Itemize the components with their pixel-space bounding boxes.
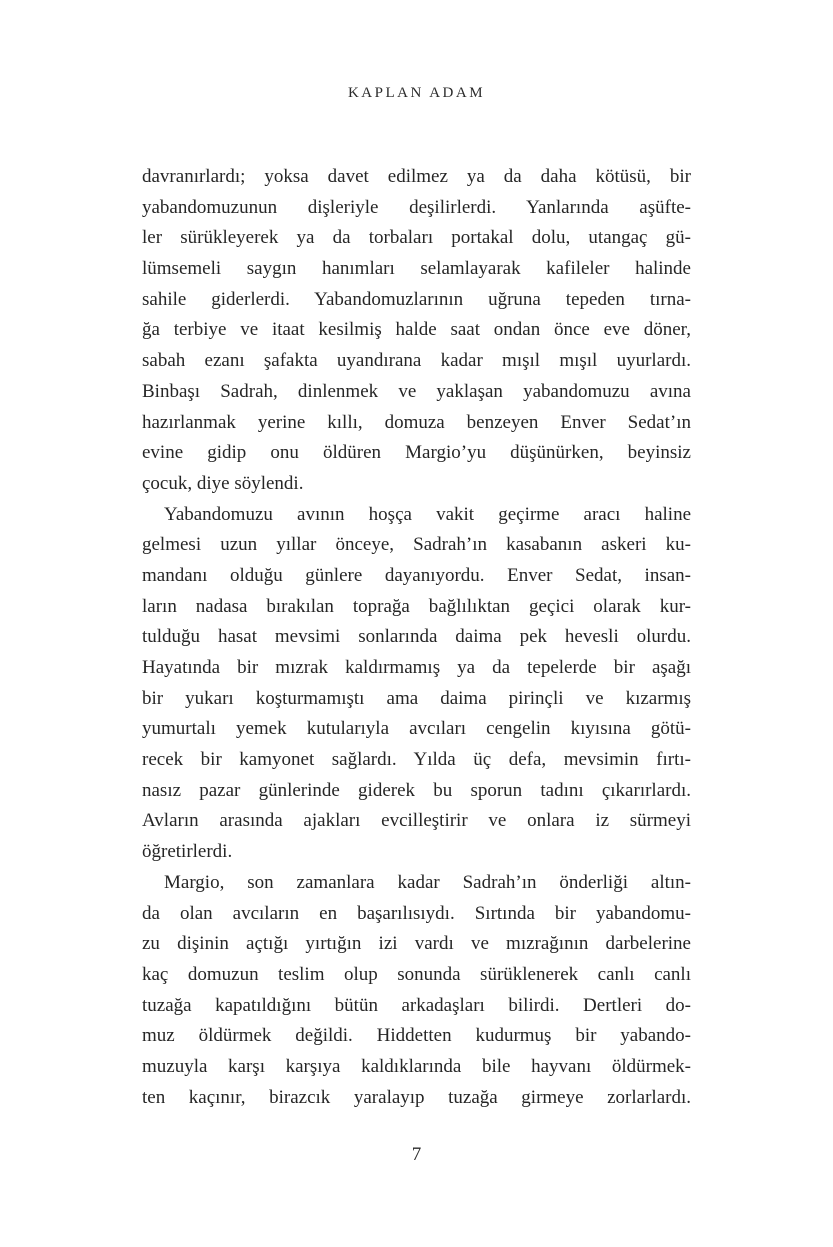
text-line: sahile giderlerdi. Yabandomuzlarının uğruna tepeden tırna- (142, 288, 691, 310)
text-line: Margio, son zamanlara kadar Sadrah’ın önderliği altın- (164, 871, 691, 893)
text-line: ler sürükleyerek ya da torbaları portakal dolu, utangaç gü- (142, 227, 691, 249)
text-line: recek bir kamyonet sağlardı. Yılda üç defa, mevsimin fırtı- (142, 749, 691, 771)
text-line: Hayatında bir mızrak kaldırmamış ya da tepelerde bir aşağı (142, 657, 691, 678)
text-line: Avların arasında ajakları evcilleştirir ve onlara iz sürmeyi (142, 810, 691, 832)
text-line: hazırlanmak yerine kıllı, domuza benzeyen Enver Sedat’ın (142, 411, 691, 433)
text-line: davranırlardı; yoksa davet edilmez ya da daha kötüsü, bir (142, 166, 691, 187)
text-line: zu dişinin açtığı yırtığın izi vardı ve mızrağının darbelerine (142, 933, 691, 955)
body-text (142, 162, 691, 1113)
text-line: muz öldürmek değildi. Hiddetten kudurmuş bir yabando- (142, 1025, 691, 1047)
text-line: da olan avcıların en başarılısıydı. Sırtında bir yabandomu- (142, 902, 691, 924)
text-line: nasız pazar günlerinde giderek bu sporun tadını çıkarırlardı. (142, 779, 691, 801)
text-line: mandanı olduğu günlere dayanıyordu. Enver Sedat, insan- (142, 564, 691, 586)
text-line: tulduğu hasat mevsimi sonlarında daima pek hevesli olurdu. (142, 626, 691, 648)
page-number: 7 (411, 1144, 422, 1165)
text-line: öğretirlerdi. (142, 841, 233, 863)
text-line: yumurtalı yemek kutularıyla avcıları cengelin kıyısına götü- (142, 718, 691, 740)
text-line: yabandomuzunun dişleriyle deşilirlerdi. Yanlarında aşüfte- (142, 196, 691, 218)
text-line: ların nadasa bırakılan toprağa bağlılıktan geçici olarak kur- (142, 595, 691, 617)
text-line: kaç domuzun teslim olup sonunda sürüklenerek canlı canlı (142, 963, 691, 985)
text-line: ten kaçınır, birazcık yaralayıp tuzağa girmeye zorlarlardı. (142, 1086, 691, 1108)
text-line: gelmesi uzun yıllar önceye, Sadrah’ın kasabanın askeri ku- (142, 534, 691, 556)
text-line: ğa terbiye ve itaat kesilmiş halde saat ondan önce eve döner, (142, 319, 691, 341)
running-header: KAPLAN ADAM (347, 85, 486, 101)
text-line: çocuk, diye söylendi. (142, 472, 304, 494)
text-line: sabah ezanı şafakta uyandırana kadar mışıl mışıl uyurlardı. (142, 350, 691, 372)
text-line: Yabandomuzu avının hoşça vakit geçirme aracı haline (164, 503, 691, 525)
text-line: tuzağa kapatıldığını bütün arkadaşları bilirdi. Dertleri do- (142, 994, 691, 1016)
text-line: bir yukarı koşturmamıştı ama daima pirinçli ve kızarmış (142, 687, 691, 709)
text-line: evine gidip onu öldüren Margio’yu düşünürken, beyinsiz (142, 442, 691, 464)
text-line: muzuyla karşı karşıya kaldıklarında bile hayvanı öldürmek- (142, 1055, 691, 1077)
text-line: Binbaşı Sadrah, dinlenmek ve yaklaşan yabandomuzu avına (142, 380, 691, 402)
text-line: lümsemeli saygın hanımları selamlayarak kafileler halinde (142, 258, 691, 280)
